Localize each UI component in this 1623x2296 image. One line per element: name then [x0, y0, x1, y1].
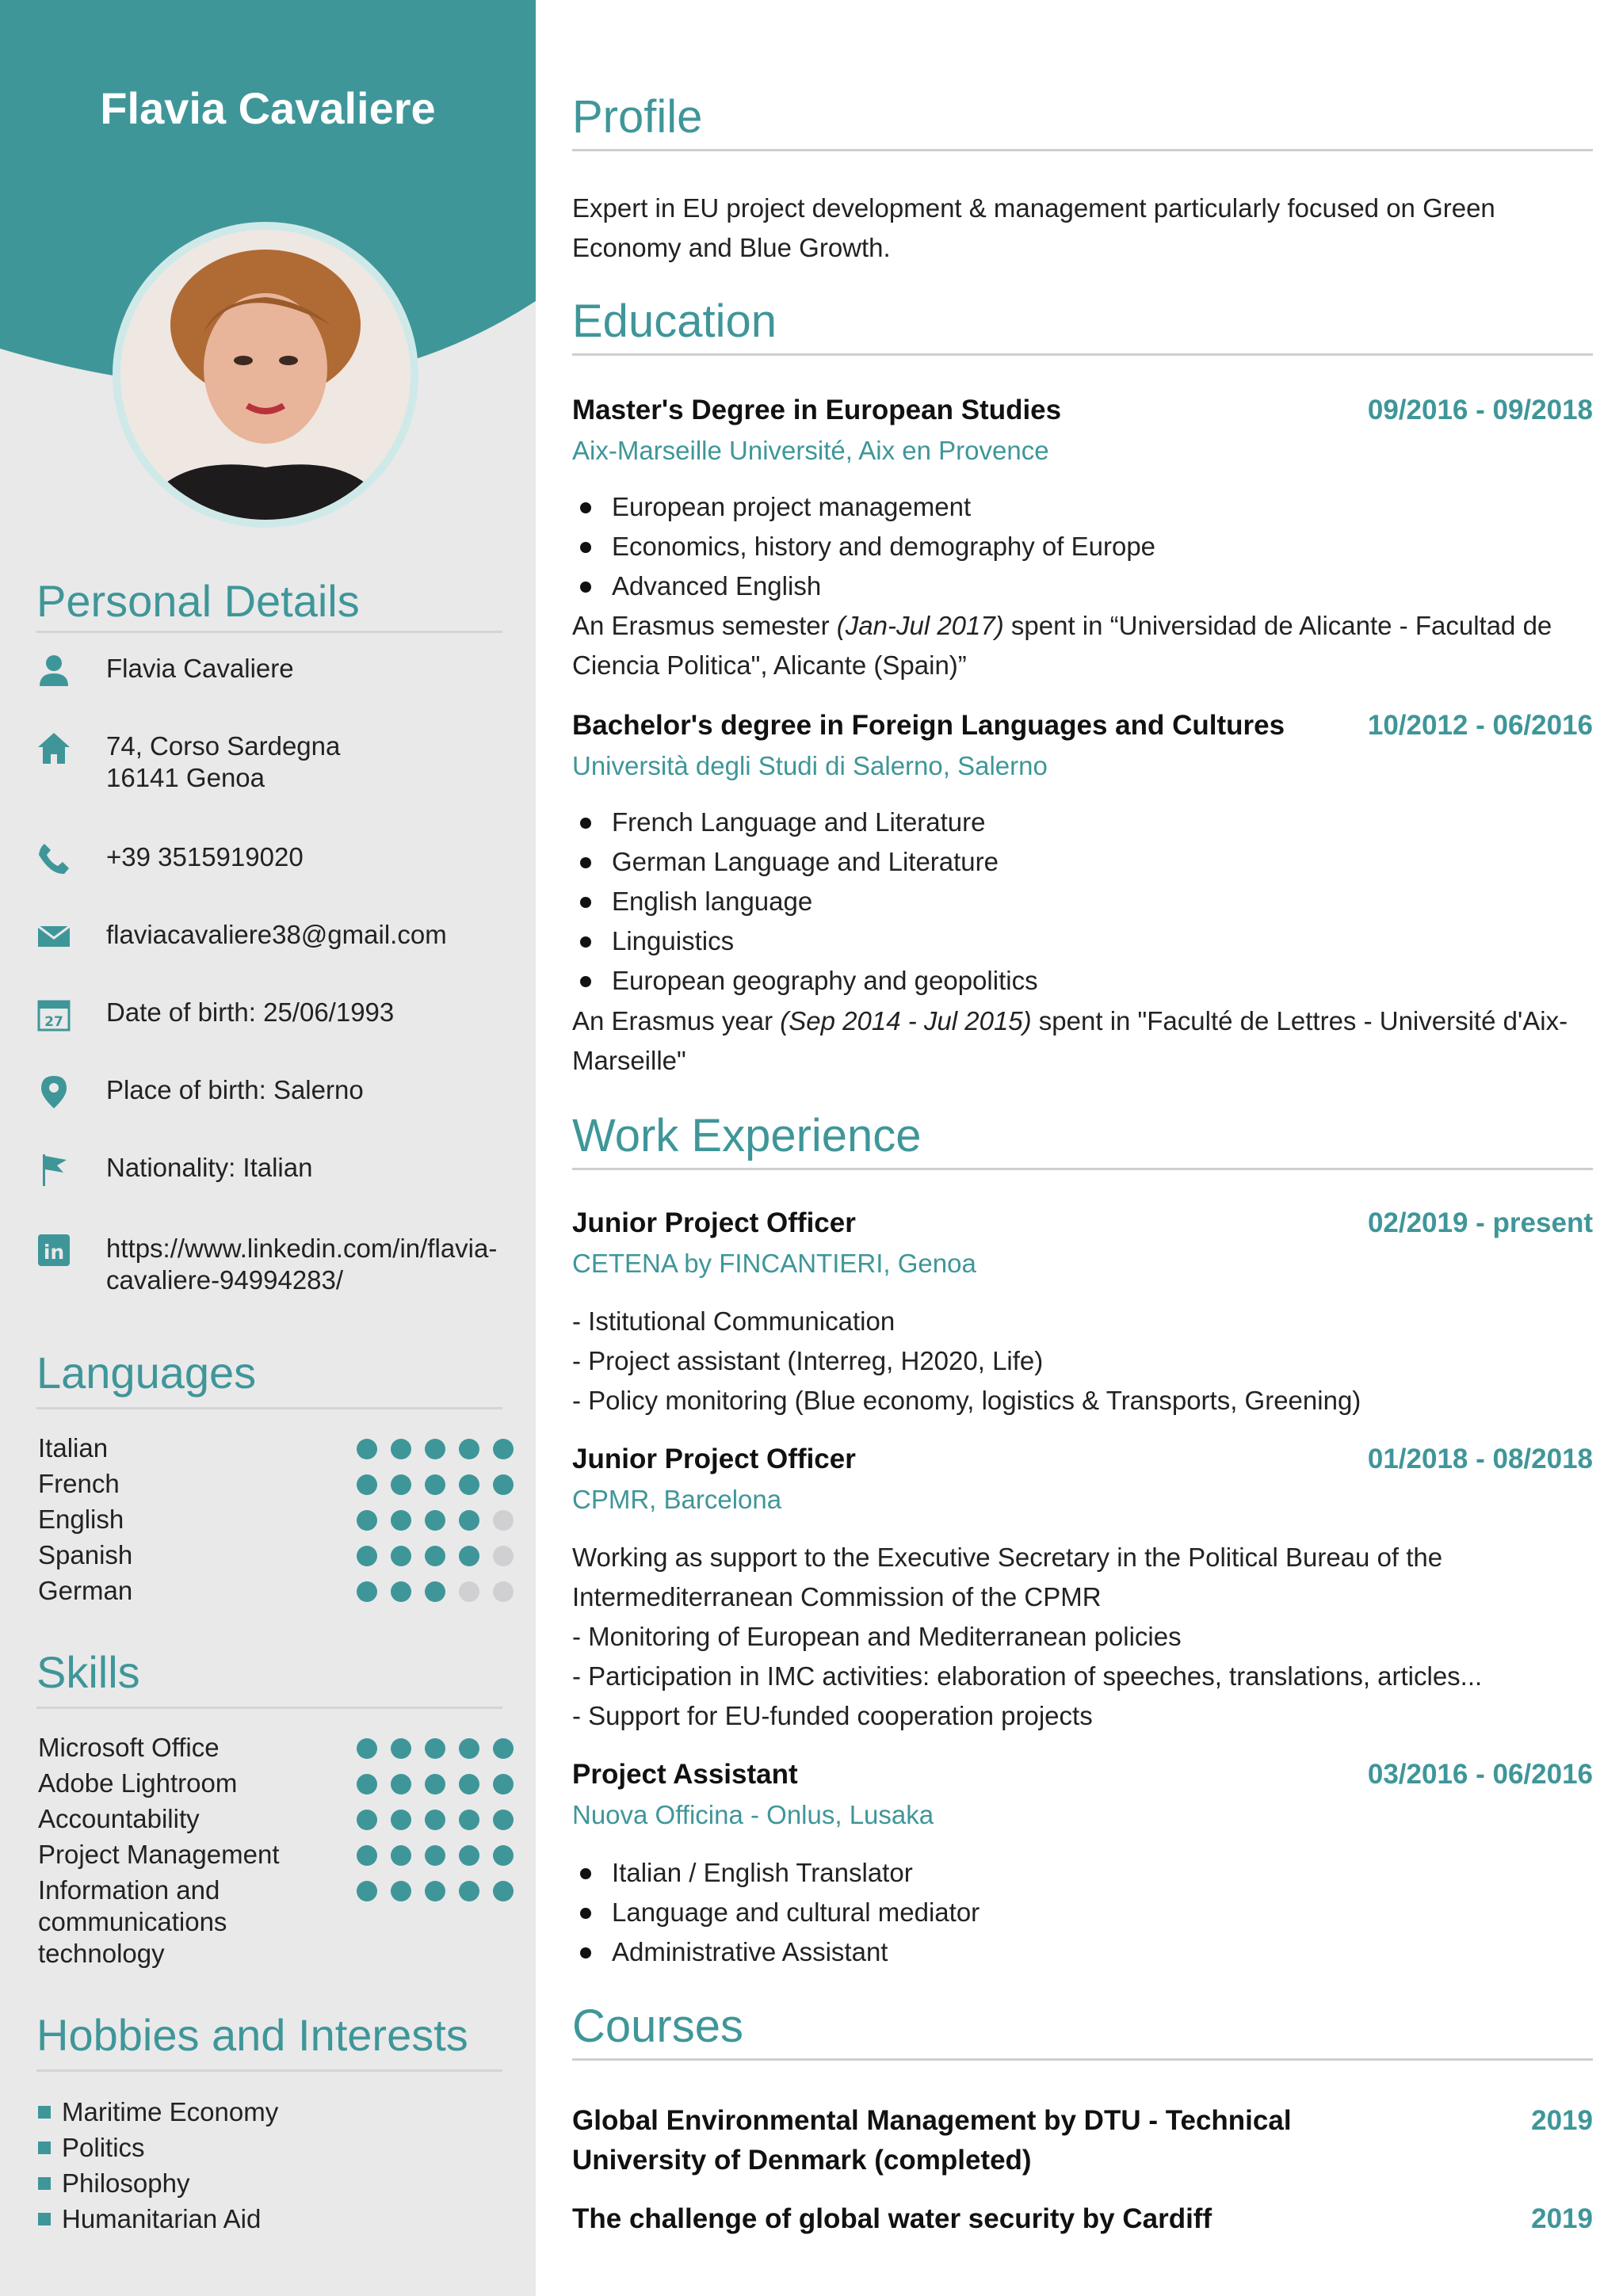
job-title: Junior Project Officer — [572, 1207, 856, 1238]
home-icon — [36, 730, 71, 765]
rating-dot-filled — [493, 1845, 514, 1866]
language-name: English — [38, 1505, 124, 1534]
rating-dot-filled — [459, 1546, 479, 1566]
sidebar — [0, 0, 536, 2296]
education-dates: 09/2016 - 09/2018 — [1367, 395, 1593, 425]
linkedin-link[interactable]: https://www.linkedin.com/in/flavia- cavaliere-94994283/ — [106, 1234, 498, 1295]
section-divider — [36, 2069, 502, 2072]
rating-dots — [357, 1810, 514, 1830]
rating-dot-filled — [425, 1546, 445, 1566]
rating-dot-filled — [493, 1439, 514, 1459]
language-name: German — [38, 1576, 133, 1605]
rating-dot-filled — [425, 1881, 445, 1901]
hobby-item: Philosophy — [38, 2168, 189, 2199]
skills-title: Skills — [36, 1647, 140, 1697]
rating-dot-filled — [391, 1738, 411, 1759]
rating-dot-filled — [425, 1845, 445, 1866]
education-title: Education — [572, 296, 777, 347]
rating-dot-filled — [391, 1474, 411, 1495]
language-name: French — [38, 1469, 120, 1498]
rating-dot-filled — [493, 1774, 514, 1794]
rating-dot-filled — [391, 1881, 411, 1901]
education-courses-list — [572, 487, 1155, 606]
rating-dot-empty — [493, 1510, 514, 1531]
rating-dots — [357, 1881, 514, 1901]
job-employer: CPMR, Barcelona — [572, 1485, 782, 1514]
detail-name: Flavia Cavaliere — [36, 653, 520, 688]
education-institution: Aix-Marseille Université, Aix en Provence — [572, 436, 1049, 465]
detail-email: flaviacavaliere38@gmail.com — [36, 919, 520, 954]
skill-name: Accountability — [38, 1804, 200, 1833]
rating-dot-filled — [493, 1810, 514, 1830]
job-title: Project Assistant — [572, 1759, 798, 1790]
rating-dot-filled — [425, 1774, 445, 1794]
hobby-item: Politics — [38, 2132, 145, 2164]
language-row — [38, 1575, 514, 1607]
candidate-name: Flavia Cavaliere — [100, 83, 436, 133]
list-item: French Language and Literature — [572, 803, 1038, 842]
list-item: Linguistics — [572, 921, 1038, 961]
job-dates: 03/2016 - 06/2016 — [1367, 1759, 1593, 1790]
job-duties-list — [572, 1853, 980, 1972]
rating-dot-filled — [425, 1581, 445, 1602]
education-institution: Università degli Studi di Salerno, Salerno — [572, 751, 1048, 780]
rating-dot-filled — [391, 1510, 411, 1531]
language-name: Italian — [38, 1433, 109, 1463]
detail-address: 74, Corso Sardegna 16141 Genoa — [36, 730, 520, 794]
rating-dot-filled — [357, 1510, 377, 1531]
rating-dot-filled — [357, 1546, 377, 1566]
rating-dots — [357, 1439, 514, 1459]
rating-dot-filled — [357, 1738, 377, 1759]
skill-row — [38, 1803, 514, 1835]
course-title: The challenge of global water security by Cardiff — [572, 2203, 1212, 2234]
rating-dot-filled — [459, 1474, 479, 1495]
hobbies-title: Hobbies and Interests — [36, 2010, 468, 2060]
rating-dots — [357, 1738, 514, 1759]
rating-dot-filled — [357, 1774, 377, 1794]
language-name: Spanish — [38, 1540, 133, 1569]
hobby-item: Humanitarian Aid — [38, 2203, 261, 2235]
rating-dot-filled — [391, 1546, 411, 1566]
detail-nationality: Nationality: Italian — [36, 1152, 520, 1187]
rating-dot-filled — [391, 1774, 411, 1794]
flag-icon — [36, 1152, 71, 1187]
list-item: English language — [572, 882, 1038, 921]
list-item: Advanced English — [572, 566, 1155, 606]
bullet-square-icon — [38, 2106, 51, 2119]
svg-text:27: 27 — [44, 1014, 63, 1030]
job-employer: CETENA by FINCANTIERI, Genoa — [572, 1249, 976, 1278]
skill-row — [38, 1732, 514, 1764]
section-divider — [36, 631, 502, 633]
rating-dot-filled — [493, 1738, 514, 1759]
rating-dot-filled — [391, 1581, 411, 1602]
list-item: Administrative Assistant — [572, 1932, 980, 1972]
skill-name: Adobe Lightroom — [38, 1768, 238, 1798]
list-item: German Language and Literature — [572, 842, 1038, 882]
rating-dot-empty — [459, 1581, 479, 1602]
rating-dot-filled — [425, 1474, 445, 1495]
rating-dots — [357, 1546, 514, 1566]
rating-dots — [357, 1474, 514, 1495]
rating-dots — [357, 1510, 514, 1531]
rating-dots — [357, 1845, 514, 1866]
detail-place-of-birth: Place of birth: Salerno — [36, 1074, 520, 1109]
rating-dot-filled — [425, 1738, 445, 1759]
profile-title: Profile — [572, 91, 703, 143]
skill-row — [38, 1768, 514, 1799]
job-description: Working as support to the Executive Secretary in the Political Bureau of the Intermediterranean Commission of the CPMR - Monitoring of European and Mediterranean policies - Participation in IMC activities: elaboration of speeches, translations, articles... - Support for EU-funded cooperation projects — [572, 1543, 1483, 1730]
profile-photo — [113, 222, 418, 528]
rating-dot-filled — [357, 1581, 377, 1602]
rating-dot-filled — [357, 1810, 377, 1830]
education-dates: 10/2012 - 06/2016 — [1367, 710, 1593, 741]
person-icon — [36, 653, 71, 688]
rating-dot-filled — [425, 1439, 445, 1459]
list-item: Italian / English Translator — [572, 1853, 980, 1893]
detail-date-of-birth: 27 Date of birth: 25/06/1993 — [36, 997, 520, 1032]
rating-dot-filled — [459, 1510, 479, 1531]
rating-dot-filled — [357, 1881, 377, 1901]
profile-summary: Expert in EU project development & management particularly focused on Green Economy and Blue Growth. — [572, 193, 1495, 262]
section-divider — [36, 1407, 502, 1409]
rating-dot-filled — [391, 1439, 411, 1459]
language-row — [38, 1504, 514, 1535]
section-divider — [572, 1168, 1593, 1170]
personal-details-title: Personal Details — [36, 576, 360, 626]
location-pin-icon — [36, 1074, 71, 1109]
bullet-square-icon — [38, 2177, 51, 2190]
detail-phone: +39 3515919020 — [36, 841, 520, 876]
work-experience-title: Work Experience — [572, 1110, 922, 1161]
job-description: - Istitutional Communication - Project assistant (Interreg, H2020, Life) - Policy monitoring (Blue economy, logistics & Transports, Greening) — [572, 1306, 1361, 1415]
linkedin-icon — [36, 1233, 71, 1268]
hobby-item: Maritime Economy — [38, 2096, 278, 2128]
list-item: European geography and geopolitics — [572, 961, 1038, 1001]
language-row — [38, 1432, 514, 1464]
rating-dot-filled — [459, 1439, 479, 1459]
rating-dot-empty — [493, 1546, 514, 1566]
courses-title: Courses — [572, 2000, 743, 2052]
rating-dot-filled — [425, 1810, 445, 1830]
rating-dot-filled — [459, 1881, 479, 1901]
skill-name: Information and communications technology — [38, 1875, 227, 1968]
section-divider — [572, 353, 1593, 356]
rating-dot-filled — [357, 1474, 377, 1495]
rating-dot-filled — [459, 1774, 479, 1794]
course-year: 2019 — [1531, 2203, 1593, 2234]
rating-dots — [357, 1774, 514, 1794]
rating-dot-filled — [391, 1845, 411, 1866]
course-title: Global Environmental Management by DTU - Technical University of Denmark (completed) — [572, 2105, 1292, 2176]
job-dates: 02/2019 - present — [1367, 1207, 1593, 1238]
list-item: Language and cultural mediator — [572, 1893, 980, 1932]
bullet-square-icon — [38, 2213, 51, 2225]
job-title: Junior Project Officer — [572, 1444, 856, 1474]
job-employer: Nuova Officina - Onlus, Lusaka — [572, 1800, 934, 1829]
languages-title: Languages — [36, 1348, 257, 1398]
language-row — [38, 1468, 514, 1500]
rating-dot-filled — [459, 1810, 479, 1830]
rating-dot-filled — [493, 1474, 514, 1495]
bullet-square-icon — [38, 2142, 51, 2154]
education-degree: Bachelor's degree in Foreign Languages and Cultures — [572, 710, 1285, 741]
rating-dot-filled — [493, 1881, 514, 1901]
svg-text:in: in — [43, 1241, 65, 1264]
rating-dot-filled — [459, 1738, 479, 1759]
email-icon — [36, 919, 71, 954]
rating-dot-empty — [493, 1581, 514, 1602]
list-item: European project management — [572, 487, 1155, 527]
rating-dot-filled — [391, 1810, 411, 1830]
phone-icon — [36, 841, 71, 876]
skill-name: Project Management — [38, 1840, 280, 1869]
section-divider — [572, 149, 1593, 151]
education-note: An Erasmus year (Sep 2014 - Jul 2015) spent in "Faculté de Lettres - Université d'Aix- Marseille" — [572, 1006, 1568, 1075]
rating-dot-filled — [357, 1845, 377, 1866]
skill-row — [38, 1839, 514, 1871]
rating-dot-filled — [425, 1510, 445, 1531]
education-note: An Erasmus semester (Jan-Jul 2017) spent in “Universidad de Alicante - Facultad de Ciencia Politica", Alicante (Spain)” — [572, 611, 1552, 680]
job-dates: 01/2018 - 08/2018 — [1367, 1444, 1593, 1474]
rating-dots — [357, 1581, 514, 1602]
skill-row — [38, 1875, 514, 1970]
rating-dot-filled — [459, 1845, 479, 1866]
course-year: 2019 — [1531, 2105, 1593, 2136]
section-divider — [36, 1707, 502, 1709]
calendar-icon — [36, 997, 71, 1032]
detail-linkedin — [36, 1233, 520, 1296]
rating-dot-filled — [357, 1439, 377, 1459]
education-courses-list — [572, 803, 1038, 1001]
section-divider — [572, 2058, 1593, 2061]
language-row — [38, 1539, 514, 1571]
education-degree: Master's Degree in European Studies — [572, 395, 1062, 425]
skill-name: Microsoft Office — [38, 1733, 220, 1762]
list-item: Economics, history and demography of Europe — [572, 527, 1155, 566]
